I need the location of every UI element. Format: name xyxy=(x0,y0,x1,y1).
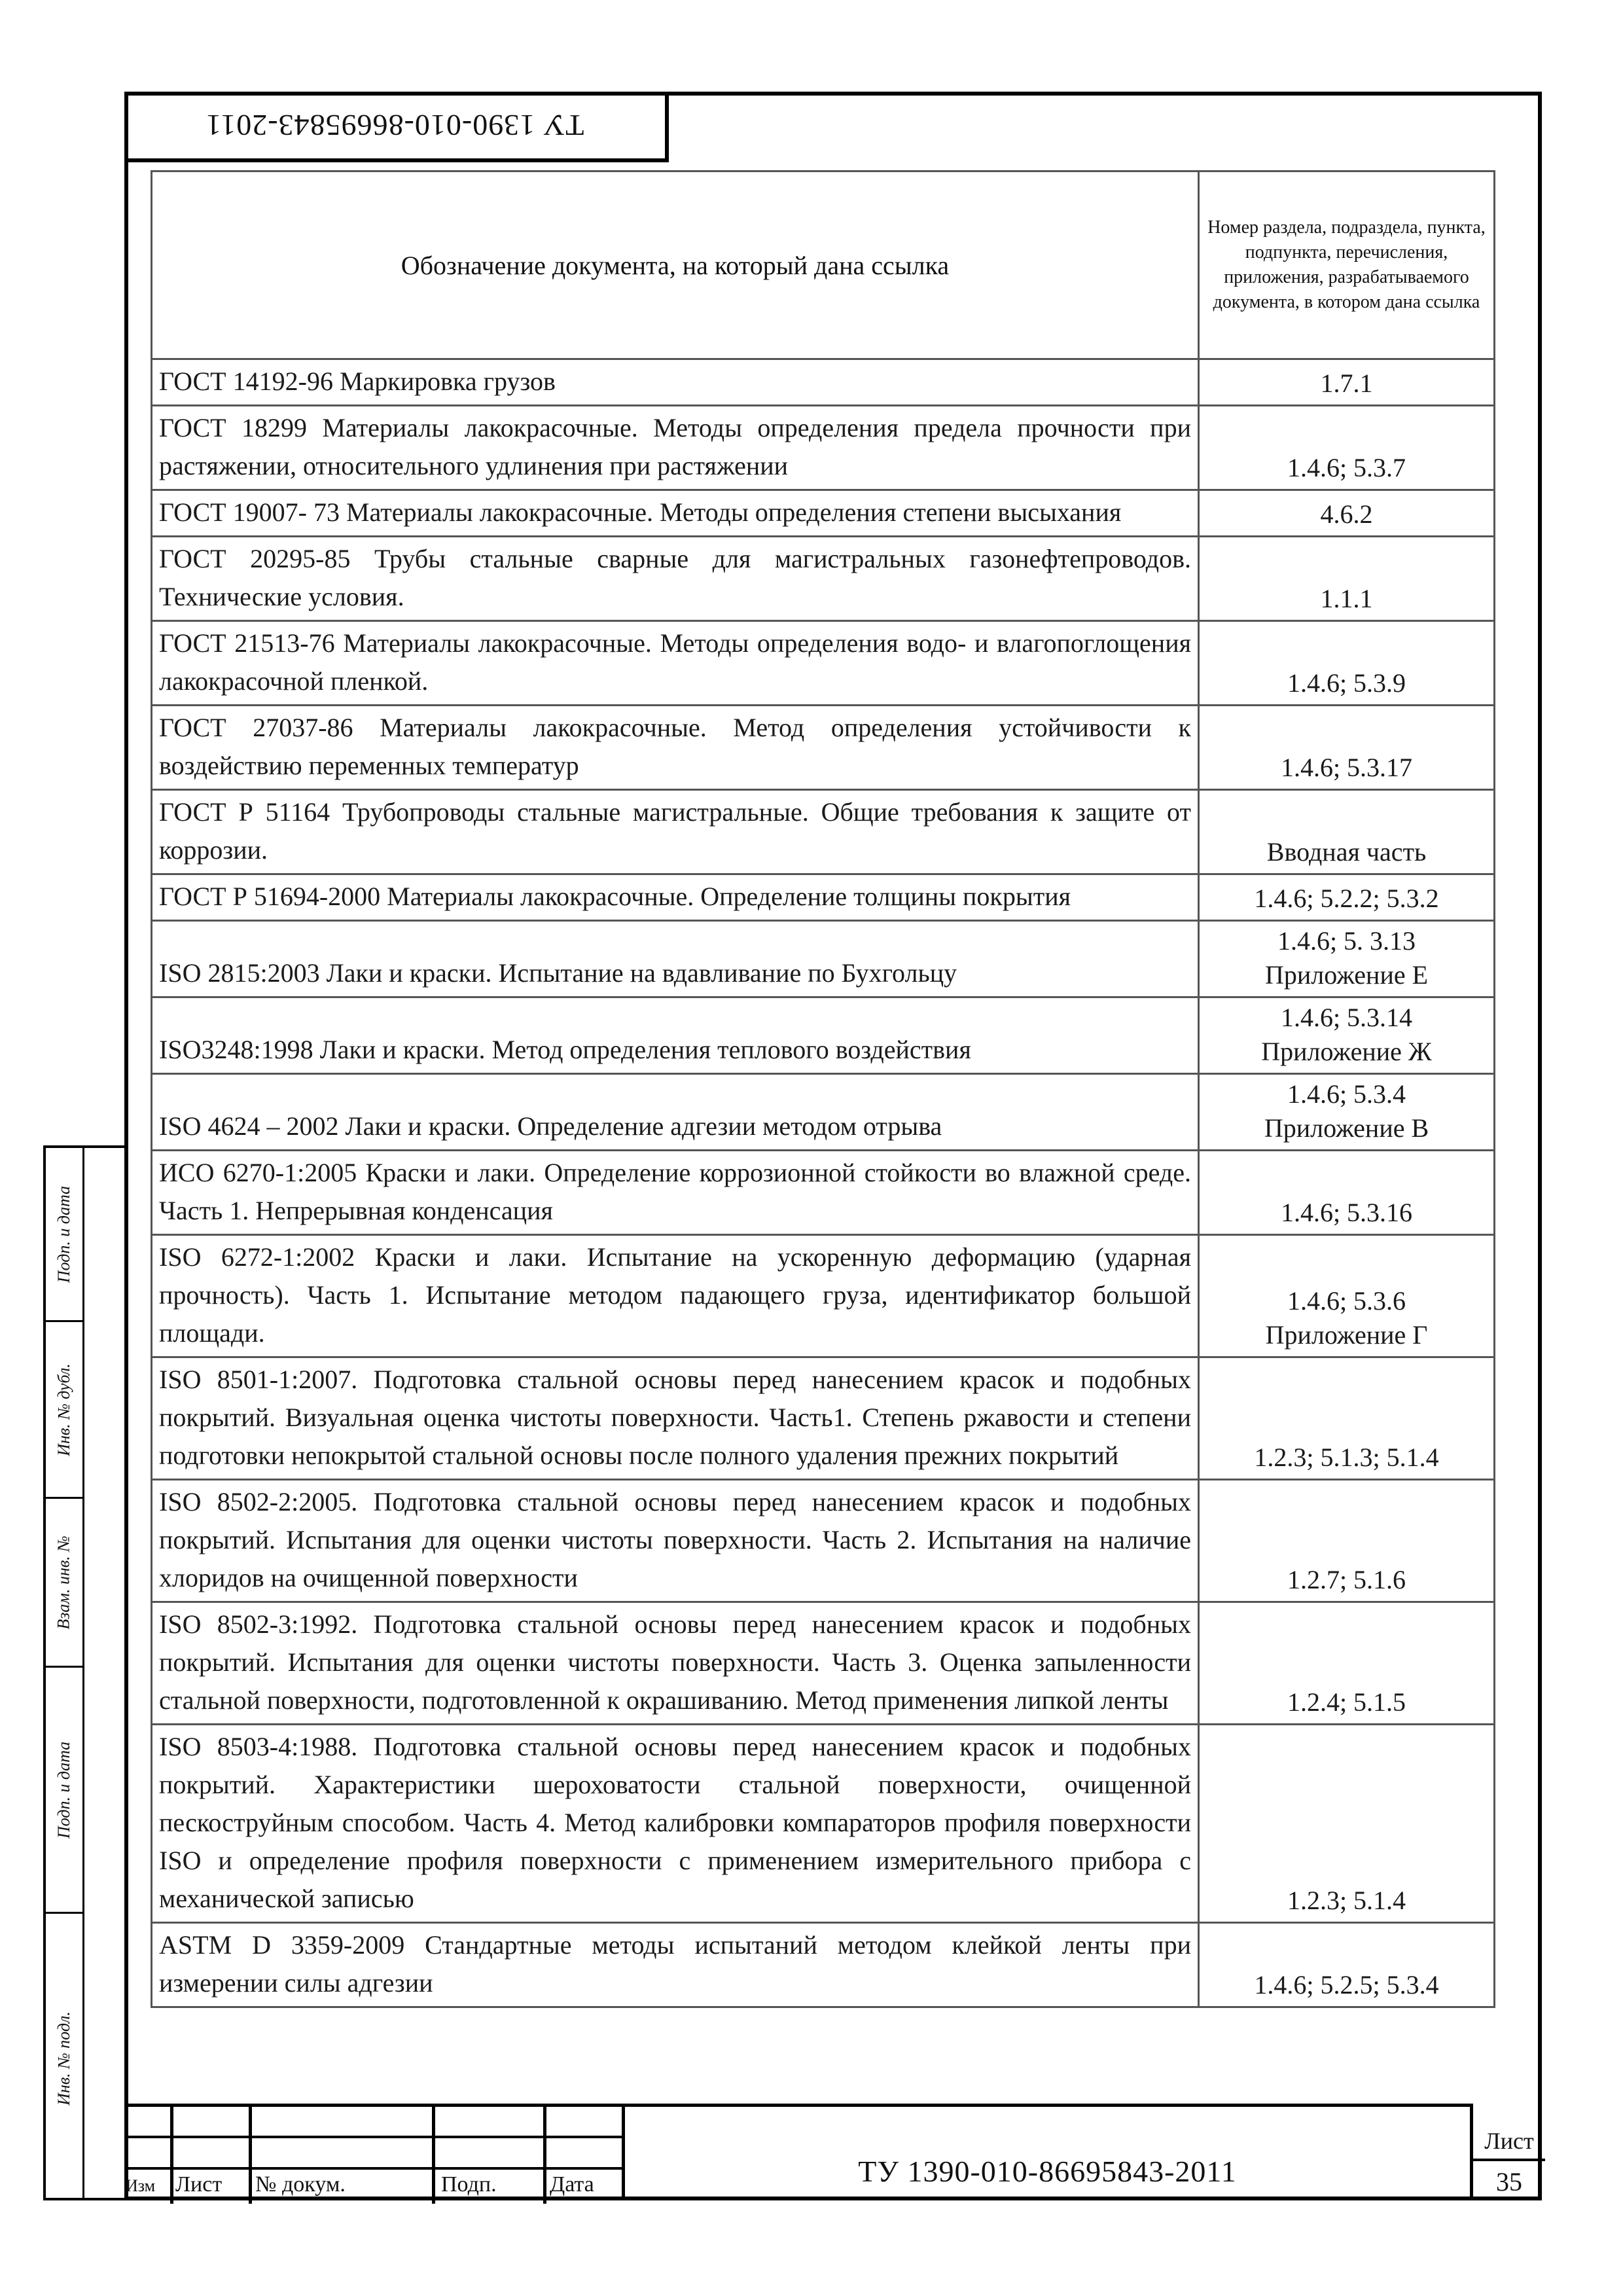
referenced-document: ISO3248:1998 Лаки и краски. Метод определения теплового воздействия xyxy=(152,997,1199,1074)
table-row xyxy=(152,1074,1495,1151)
referenced-document: ISO 8501-1:2007. Подготовка стальной основы перед нанесением красок и подобных покрытий. Визуальная оценка чистоты поверхности. Часть1. Степень ржавости и степени подготовки непокрытой стальной основы после полного удаления прежних покрытий xyxy=(152,1357,1199,1480)
table-row xyxy=(152,537,1495,621)
label-signature: Подп. xyxy=(441,2172,497,2197)
table-row xyxy=(152,921,1495,997)
table-row xyxy=(152,706,1495,790)
section-numbers: 1.4.6; 5.3.4 xyxy=(1287,1079,1406,1109)
section-numbers: 1.1.1 xyxy=(1320,584,1373,613)
side-stamp-cell: Инв. № дубл. xyxy=(46,1322,82,1499)
referenced-document: ГОСТ 19007- 73 Материалы лакокрасочные. Методы определения степени высыхания xyxy=(152,490,1199,537)
section-numbers: 1.4.6; 5.2.2; 5.3.2 xyxy=(1254,884,1439,913)
table-row xyxy=(152,359,1495,406)
section-reference xyxy=(1199,874,1495,921)
table-row xyxy=(152,1151,1495,1235)
title-block-revision-grid xyxy=(124,2104,622,2200)
referenced-document: ИСО 6270-1:2005 Краски и лаки. Определение коррозионной стойкости во влажной среде. Часть 1. Непрерывная конденсация xyxy=(152,1151,1199,1235)
section-reference xyxy=(1199,921,1495,997)
table-row xyxy=(152,1235,1495,1357)
side-stamp xyxy=(43,1145,124,2200)
section-reference xyxy=(1199,1357,1495,1480)
references-table xyxy=(151,170,1495,2008)
label-date: Дата xyxy=(550,2172,594,2197)
appendix-reference: Приложение Г xyxy=(1265,1320,1428,1350)
referenced-document: ГОСТ 18299 Материалы лакокрасочные. Методы определения предела прочности при растяжении, относительного удлинения при растяжении xyxy=(152,406,1199,490)
section-reference xyxy=(1199,1923,1495,2007)
table-row xyxy=(152,874,1495,921)
top-designation-stamp xyxy=(124,92,669,162)
column-header-section: Номер раздела, подраздела, пункта, подпункта, перечисления, приложения, разрабатываемого документа, в котором дана ссылка xyxy=(1199,171,1495,359)
section-reference xyxy=(1199,359,1495,406)
section-numbers: 1.4.6; 5.3.9 xyxy=(1287,668,1406,698)
side-stamp-cell: Инв. № подл. xyxy=(54,2011,73,2106)
section-reference xyxy=(1199,1725,1495,1923)
referenced-document: ГОСТ 14192-96 Маркировка грузов xyxy=(152,359,1199,406)
table-row xyxy=(152,1357,1495,1480)
section-reference xyxy=(1199,706,1495,790)
table-row xyxy=(152,490,1495,537)
section-numbers: 1.2.7; 5.1.6 xyxy=(1287,1565,1406,1594)
section-numbers: 1.4.6; 5.3.7 xyxy=(1287,453,1406,482)
section-reference xyxy=(1199,1151,1495,1235)
referenced-document: ГОСТ 27037-86 Материалы лакокрасочные. Метод определения устойчивости к воздействию переменных температур xyxy=(152,706,1199,790)
referenced-document: ГОСТ 21513-76 Материалы лакокрасочные. Методы определения водо- и влагопоглощения лакокрасочной пленкой. xyxy=(152,621,1199,706)
section-numbers: 1.4.6; 5.3.17 xyxy=(1280,753,1413,782)
section-reference xyxy=(1199,1602,1495,1725)
section-numbers: 1.4.6; 5.3.6 xyxy=(1287,1286,1406,1316)
section-numbers: 1.2.3; 5.1.3; 5.1.4 xyxy=(1254,1443,1439,1472)
side-stamp-cell: Подп. и дата xyxy=(46,1148,82,1322)
sheet-number: 35 xyxy=(1496,2167,1522,2197)
section-numbers: 1.4.6; 5.3.16 xyxy=(1280,1198,1413,1227)
section-numbers: 1.7.1 xyxy=(1320,368,1373,398)
section-reference xyxy=(1199,1235,1495,1357)
section-numbers: 1.2.4; 5.1.5 xyxy=(1287,1687,1406,1717)
appendix-reference: Приложение Е xyxy=(1264,960,1429,990)
title-block-sheet xyxy=(1470,2104,1542,2200)
table-row xyxy=(152,1480,1495,1602)
referenced-document: ISO 8503-4:1988. Подготовка стальной основы перед нанесением красок и подобных покрытий. Характеристики шероховатости стальной поверхности, очищенной пескоструйным способом. Часть 4. Метод калибровки компараторов профиля поверхности ISO и определение профиля поверхности с применением измерительного прибора с механической записью xyxy=(152,1725,1199,1923)
table-row xyxy=(152,406,1495,490)
sheet-label: Лист xyxy=(1484,2128,1534,2154)
referenced-document: ГОСТ Р 51694-2000 Материалы лакокрасочные. Определение толщины покрытия xyxy=(152,874,1199,921)
title-block xyxy=(124,2104,1542,2200)
label-change: Изм xyxy=(126,2176,156,2195)
section-reference xyxy=(1199,537,1495,621)
referenced-document: ISO 6272-1:2002 Краски и лаки. Испытание на ускоренную деформацию (ударная прочность). Часть 1. Испытание методом падающего груза, идентификатор большой площади. xyxy=(152,1235,1199,1357)
table-row xyxy=(152,790,1495,874)
side-stamp-cell: Подп. и дата xyxy=(46,1668,82,1914)
section-reference xyxy=(1199,406,1495,490)
table-row xyxy=(152,1725,1495,1923)
section-numbers: 1.4.6; 5. 3.13 xyxy=(1277,926,1416,956)
section-numbers: 1.4.6; 5.3.14 xyxy=(1280,1003,1413,1032)
referenced-document: ГОСТ 20295-85 Трубы стальные сварные для магистральных газонефтепроводов. Технические условия. xyxy=(152,537,1199,621)
section-numbers: Вводная часть xyxy=(1266,837,1427,867)
label-sheet: Лист xyxy=(175,2172,223,2197)
referenced-document: ISO 4624 – 2002 Лаки и краски. Определение адгезии методом отрыва xyxy=(152,1074,1199,1151)
referenced-document: ISO 2815:2003 Лаки и краски. Испытание на вдавливание по Бухгольцу xyxy=(152,921,1199,997)
section-numbers: 4.6.2 xyxy=(1320,499,1373,529)
table-header-row xyxy=(152,171,1495,359)
section-reference xyxy=(1199,1074,1495,1151)
table-row xyxy=(152,621,1495,706)
column-header-document: Обозначение документа, на который дана ссылка xyxy=(152,171,1199,359)
section-reference xyxy=(1199,621,1495,706)
appendix-reference: Приложение Ж xyxy=(1261,1037,1432,1066)
referenced-document: ISO 8502-2:2005. Подготовка стальной основы перед нанесением красок и подобных покрытий. Испытания для оценки чистоты поверхности. Часть 2. Испытания на наличие хлоридов на очищенной поверхности xyxy=(152,1480,1199,1602)
referenced-document: ISO 8502-3:1992. Подготовка стальной основы перед нанесением красок и подобных покрытий. Испытания для оценки чистоты поверхности. Часть 3. Оценка запыленности стальной поверхности, подготовленной к окрашиванию. Метод применения липкой ленты xyxy=(152,1602,1199,1725)
table-row xyxy=(152,1923,1495,2007)
section-reference xyxy=(1199,997,1495,1074)
appendix-reference: Приложение В xyxy=(1264,1113,1429,1143)
title-block-designation xyxy=(622,2104,1470,2200)
section-reference xyxy=(1199,790,1495,874)
label-document-number: № докум. xyxy=(255,2172,346,2197)
section-reference xyxy=(1199,490,1495,537)
document-designation: ТУ 1390-010-86695843-2011 xyxy=(858,2155,1237,2188)
table-row xyxy=(152,997,1495,1074)
section-numbers: 1.4.6; 5.2.5; 5.3.4 xyxy=(1254,1970,1439,2000)
section-reference xyxy=(1199,1480,1495,1602)
top-designation-text: ТУ 1390-010-86695843-2011 xyxy=(205,108,584,142)
side-stamp-cell: Взам. инв. № xyxy=(46,1499,82,1668)
section-numbers: 1.2.3; 5.1.4 xyxy=(1287,1886,1406,1915)
referenced-document: ASTM D 3359-2009 Стандартные методы испытаний методом клейкой ленты при измерении силы адгезии xyxy=(152,1923,1199,2007)
referenced-document: ГОСТ Р 51164 Трубопроводы стальные магистральные. Общие требования к защите от коррозии. xyxy=(152,790,1199,874)
table-row xyxy=(152,1602,1495,1725)
